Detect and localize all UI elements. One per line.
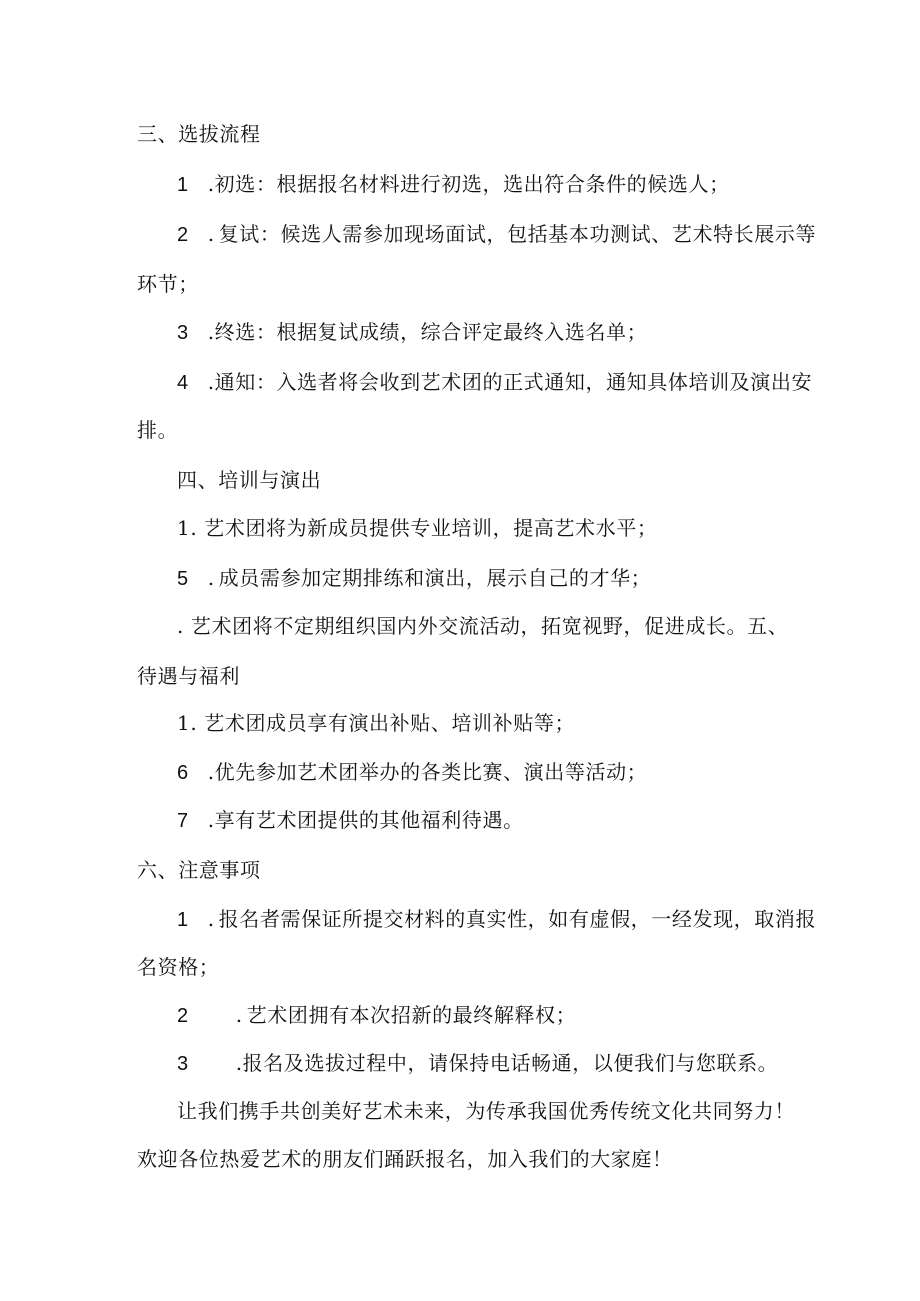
training-item-2 xyxy=(177,564,651,593)
item-text: 报名者需保证所提交材料的真实性，如有虚假，一经发现，取消报 xyxy=(218,907,817,931)
item-number: 6 xyxy=(177,762,189,784)
item-number: 4 xyxy=(177,372,189,394)
item-number: 3 xyxy=(177,1053,189,1075)
item-text: 享有艺术团提供的其他福利待遇。 xyxy=(214,808,524,832)
closing-line-1: 让我们携手共创美好艺术未来，为传承我国优秀传统文化共同努力！ xyxy=(177,1099,795,1123)
notes-item-1-continuation: 名资格； xyxy=(137,955,220,979)
item-text: 优先参加艺术团举办的各类比赛、演出等活动； xyxy=(214,760,648,784)
selection-item-1 xyxy=(177,170,730,199)
item-separator: . xyxy=(235,1003,243,1027)
item-separator: . xyxy=(207,222,215,246)
item-text: 初选：根据报名材料进行初选，选出符合条件的候选人； xyxy=(214,172,730,196)
benefits-heading-continuation: 待遇与福利 xyxy=(137,664,240,688)
selection-item-4-continuation: 排。 xyxy=(137,418,179,442)
item-text: 通知：入选者将会收到艺术团的正式通知，通知具体培训及演出安 xyxy=(214,370,813,394)
item-number: 1 xyxy=(177,909,189,931)
training-item-3: . 艺术团将不定期组织国内外交流活动，拓宽视野，促进成长。五、 xyxy=(177,614,789,638)
notes-item-2 xyxy=(177,1001,576,1030)
item-number: 5 xyxy=(177,568,189,590)
item-text: 报名及选拔过程中，请保持电话畅通，以便我们与您联系。 xyxy=(242,1051,779,1075)
item-text: 终选：根据复试成绩，综合评定最终入选名单； xyxy=(214,320,648,344)
benefits-item-2 xyxy=(177,758,647,787)
selection-item-4 xyxy=(177,368,812,397)
notes-item-1 xyxy=(177,905,816,934)
section-heading-notes: 六、注意事项 xyxy=(137,858,261,882)
item-number: 7 xyxy=(177,810,189,832)
benefits-item-3 xyxy=(177,806,524,835)
item-separator: . xyxy=(207,172,215,196)
item-separator: . xyxy=(207,808,215,832)
item-text: 复试：候选人需参加现场面试，包括基本功测试、艺术特长展示等 xyxy=(218,222,817,246)
item-number: 2 xyxy=(177,1005,189,1027)
item-text: 成员需参加定期排练和演出，展示自己的才华； xyxy=(218,566,652,590)
notes-item-3 xyxy=(177,1049,778,1078)
item-number: 1 xyxy=(177,174,189,196)
selection-item-3 xyxy=(177,318,647,347)
item-separator: . xyxy=(235,1051,243,1075)
item-number: 3 xyxy=(177,322,189,344)
item-separator: . xyxy=(207,760,215,784)
training-item-1: 1. 艺术团将为新成员提供专业培训，提高艺术水平； xyxy=(177,516,658,540)
item-text: 艺术团拥有本次招新的最终解释权； xyxy=(246,1003,577,1027)
selection-item-2 xyxy=(177,220,816,249)
item-number: 2 xyxy=(177,224,189,246)
selection-item-2-continuation: 环节； xyxy=(137,272,199,296)
section-heading-selection: 三、选拔流程 xyxy=(137,122,261,146)
section-heading-training: 四、培训与演出 xyxy=(177,468,322,492)
benefits-item-1: 1. 艺术团成员享有演出补贴、培训补贴等； xyxy=(177,711,576,735)
item-separator: . xyxy=(207,907,215,931)
item-separator: . xyxy=(207,566,215,590)
item-separator: . xyxy=(207,320,215,344)
item-separator: . xyxy=(207,370,215,394)
closing-line-2: 欢迎各位热爱艺术的朋友们踊跃报名，加入我们的大家庭！ xyxy=(137,1147,673,1171)
